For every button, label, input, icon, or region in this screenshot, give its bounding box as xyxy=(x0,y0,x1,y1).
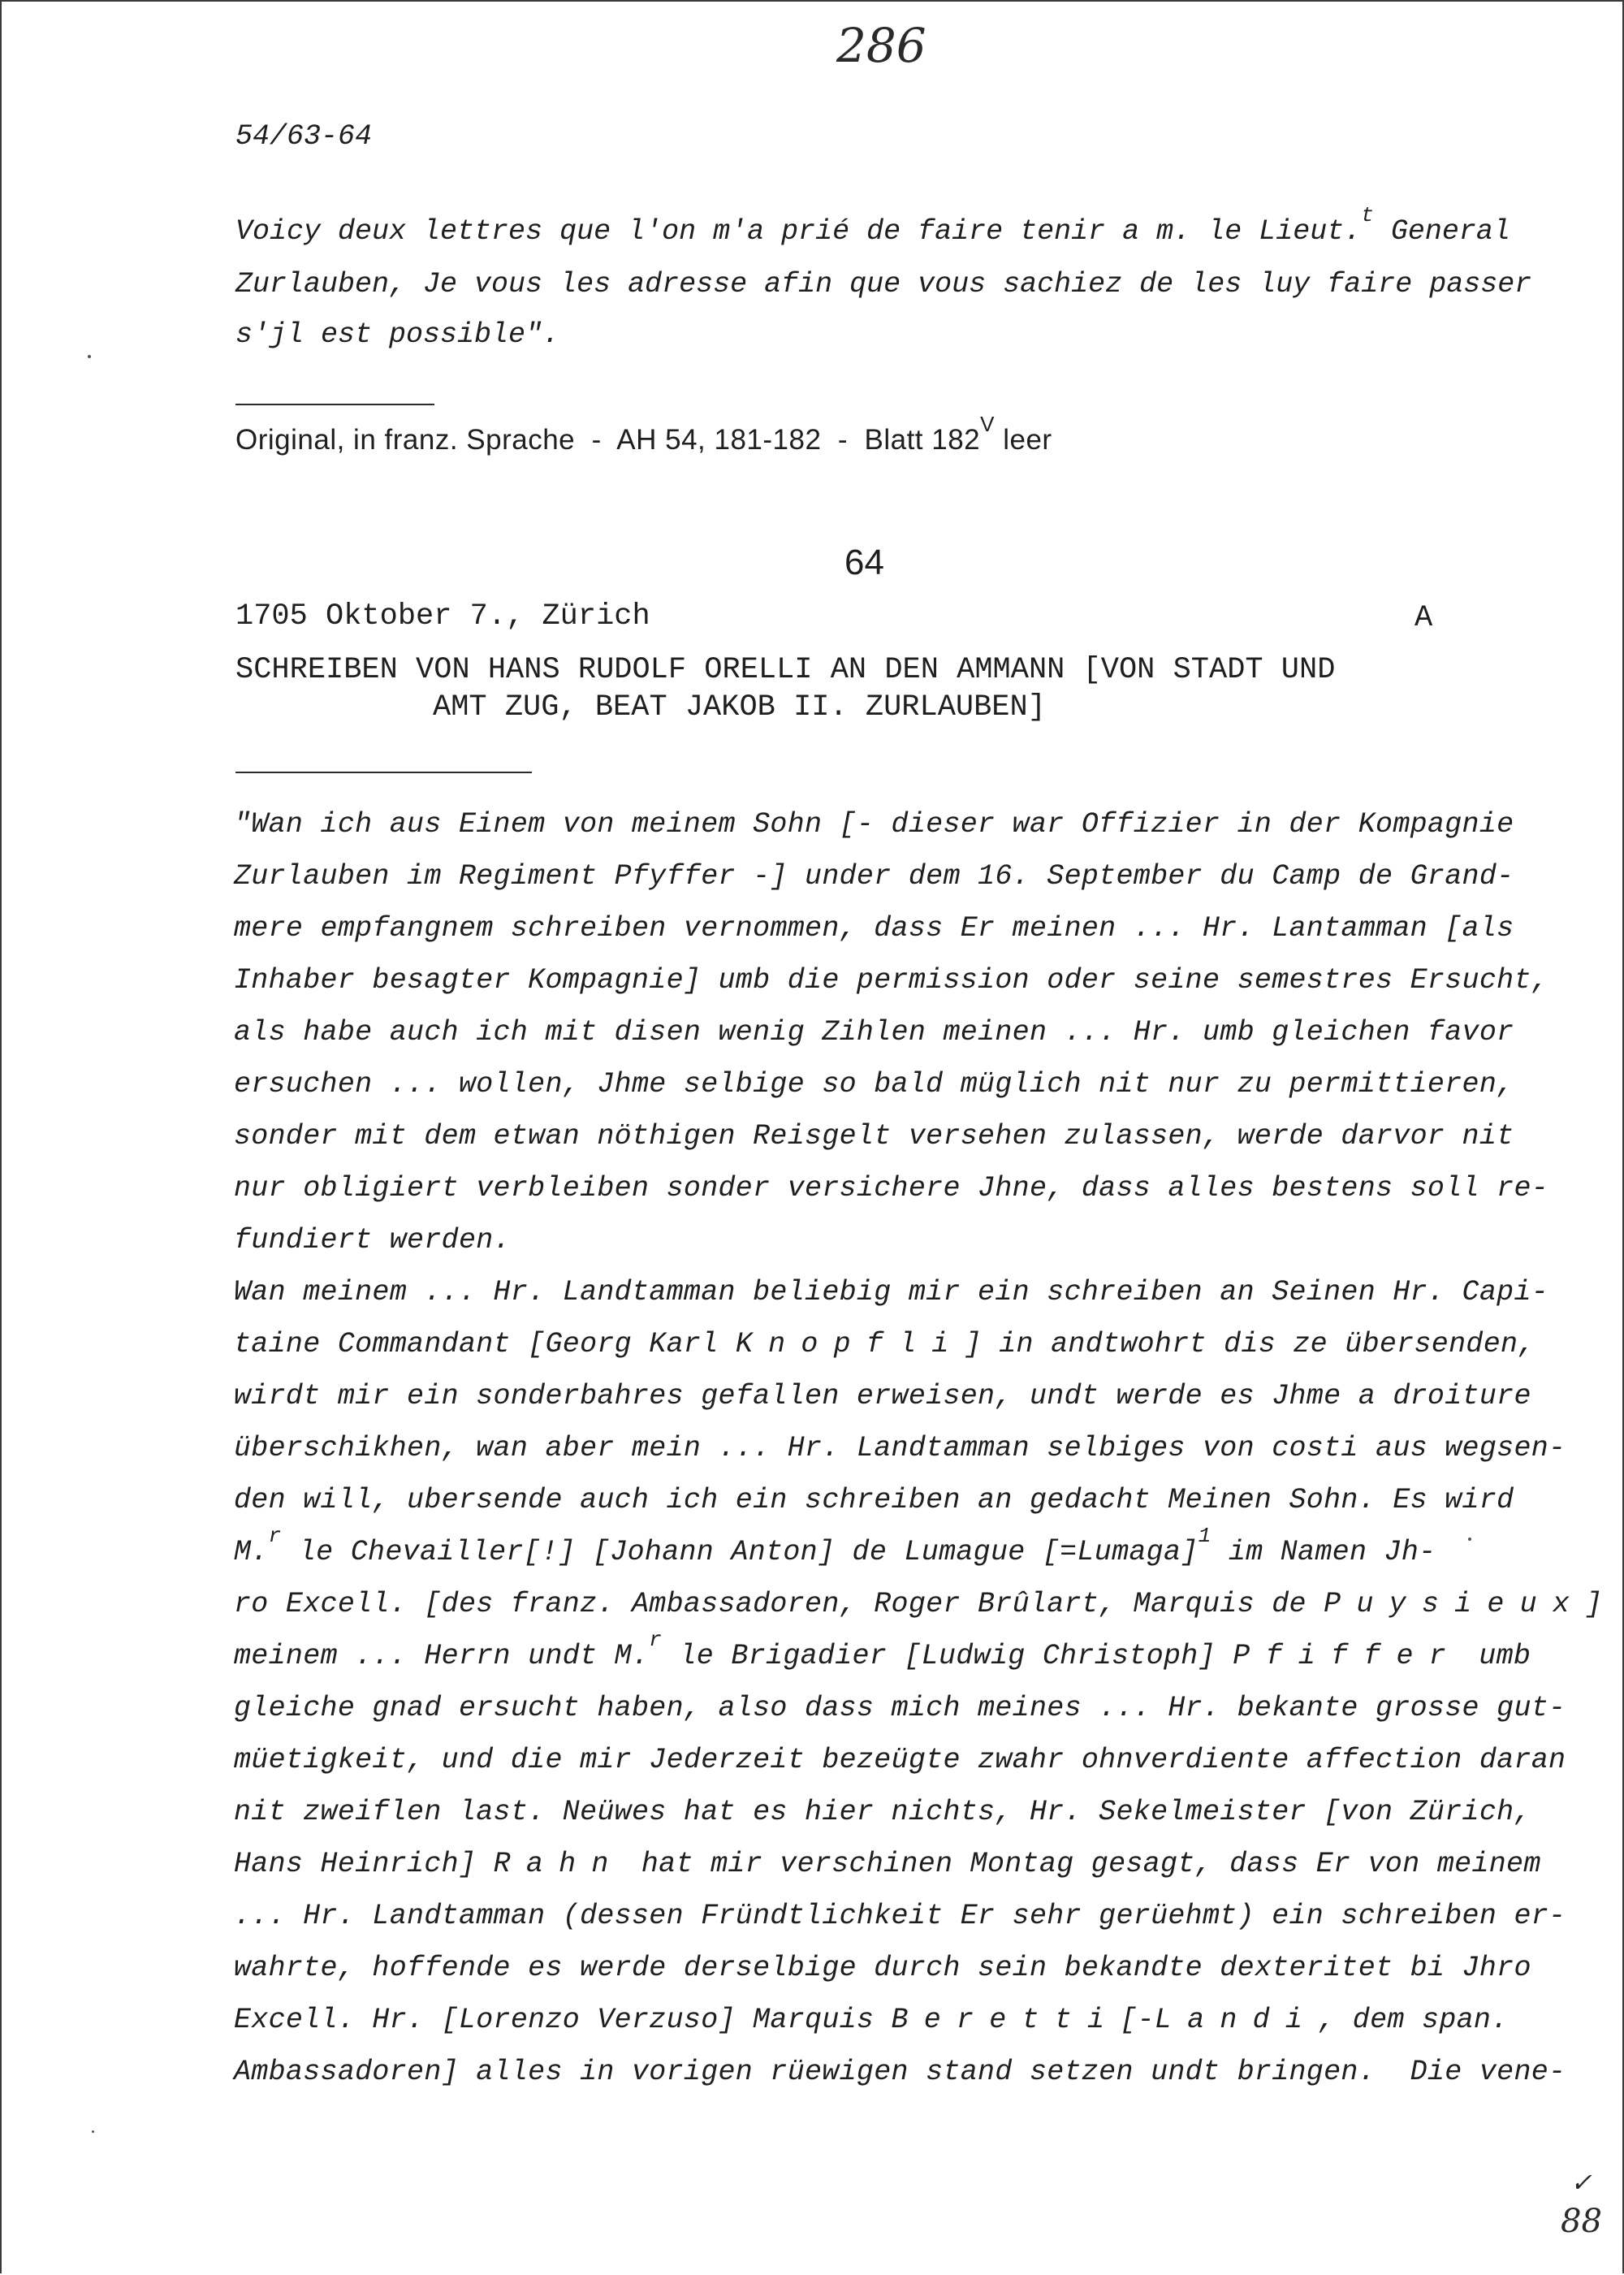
heading-rule xyxy=(235,772,532,773)
body-line-1: "Wan ich aus Einem von meinem Sohn [- dieser war Offizier in der Kompagnie xyxy=(234,808,1514,841)
date-place: 1705 Oktober 7., Zürich xyxy=(235,599,650,634)
superscript-r-2: r xyxy=(649,1628,663,1652)
body-line-21-c: hat mir verschinen Montag gesagt, dass Er von meinem xyxy=(624,1848,1541,1880)
classification-letter: A xyxy=(1415,601,1433,635)
body-line-5: als habe auch ich mit disen wenig Zihlen meinen ... Hr. umb gleichen favor xyxy=(234,1016,1514,1049)
body-line-14: den will, ubersende auch ich ein schreiben an gedacht Meinen Sohn. Es wird xyxy=(234,1484,1514,1516)
corner-check-mark: ✓ xyxy=(1570,2167,1592,2198)
body-line-6: ersuchen ... wollen, Jhme selbige so bald müglich nit nur zu permittieren, xyxy=(234,1068,1514,1101)
body-line-19: müetigkeit, und die mir Jederzeit bezeügte zwahr ohnverdiente affection daran xyxy=(234,1744,1566,1776)
body-line-7: sonder mit dem etwan nöthigen Reisgelt versehen zulassen, werde darvor nit xyxy=(234,1120,1514,1153)
body-line-11-a: taine Commandant [Georg Karl xyxy=(234,1328,736,1360)
prev-letter-line-3: s'jl est possible". xyxy=(235,318,560,351)
body-line-13: überschikhen, wan aber mein ... Hr. Landtamman selbiges von costi aus wegsen- xyxy=(234,1432,1566,1464)
source-note xyxy=(235,412,1052,456)
spaced-name-puysieux: Puysieux xyxy=(1324,1588,1586,1620)
body-line-21-a: Hans Heinrich] xyxy=(234,1848,494,1880)
spaced-name-beretti: Beretti xyxy=(891,2004,1121,2036)
body-line-15-c: im Namen Jh- xyxy=(1211,1536,1436,1568)
superscript-r: r xyxy=(268,1524,282,1548)
superscript-v: V xyxy=(980,412,995,436)
body-line-23: wahrte, hoffende es werde derselbige durch sein bekandte dexteritet bi Jhro xyxy=(234,1952,1531,1984)
body-line-2: Zurlauben im Regiment Pfyffer -] under dem 16. September du Camp de Grand- xyxy=(234,860,1514,893)
body-line-3: mere empfangnem schreiben vernommen, dass Er meinen ... Hr. Lantamman [als xyxy=(234,912,1514,945)
body-line-4: Inhaber besagter Kompagnie] umb die permission oder seine semestres Ersucht, xyxy=(234,964,1549,997)
document-heading-line-1: SCHREIBEN VON HANS RUDOLF ORELLI AN DEN AMMANN [VON STADT UND xyxy=(235,653,1336,687)
body-line-16-c: ] xyxy=(1585,1588,1603,1620)
scan-speck-2 xyxy=(1468,1538,1471,1541)
body-line-15-a: M. xyxy=(234,1536,269,1568)
body-line-15-b: le Chevailler[!] [Johann Anton] de Lumague [=Lumaga] xyxy=(281,1536,1199,1568)
body-line-10: Wan meinem ... Hr. Landtamman beliebig mir ein schreiben an Seinen Hr. Capi- xyxy=(234,1276,1549,1308)
prev-letter-line-2: Zurlauben, Je vous les adresse afin que vous sachiez de les luy faire passer xyxy=(235,268,1532,301)
document-heading-line-2: AMT ZUG, BEAT JAKOB II. ZURLAUBEN] xyxy=(433,690,1046,724)
body-line-11-c: ] in andtwohrt dis ze übersenden, xyxy=(964,1328,1535,1360)
scan-speck-1 xyxy=(88,355,91,358)
source-note-text: Original, in franz. Sprache - AH 54, 181-182 - Blatt 182 xyxy=(235,424,981,456)
body-line-20: nit zweiflen last. Neüwes hat es hier nichts, Hr. Sekelmeister [von Zürich, xyxy=(234,1796,1531,1828)
body-line-24-e: , dem span. xyxy=(1318,2004,1509,2036)
archive-reference: 54/63-64 xyxy=(235,120,373,153)
body-line-17-b: le Brigadier [Ludwig Christoph] xyxy=(662,1640,1233,1672)
spaced-name-landi: Landi xyxy=(1154,2004,1319,2036)
body-line-16 xyxy=(234,1588,1602,1620)
source-note-end: leer xyxy=(994,424,1052,456)
footnote-ref-1: 1 xyxy=(1198,1524,1212,1548)
scan-speck-3 xyxy=(92,2130,94,2133)
spaced-name-rahn: Rahn xyxy=(493,1848,624,1880)
body-line-21 xyxy=(234,1848,1541,1880)
body-line-17-a: meinem ... Herrn undt M. xyxy=(234,1640,650,1672)
prev-letter-line-1-end: General xyxy=(1373,215,1510,248)
body-line-12: wirdt mir ein sonderbahres gefallen erweisen, undt werde es Jhme a droiture xyxy=(234,1380,1531,1412)
corner-note: 88 xyxy=(1561,2203,1602,2240)
body-line-18: gleiche gnad ersucht haben, also dass mich meines ... Hr. bekante grosse gut- xyxy=(234,1692,1566,1724)
body-line-8: nur obligiert verbleiben sonder versichere Jhne, dass alles bestens soll re- xyxy=(234,1172,1549,1205)
page-number: 286 xyxy=(836,18,926,73)
body-line-24 xyxy=(234,2004,1509,2036)
spaced-name-knopfli: Knopfli xyxy=(735,1328,965,1360)
body-line-17 xyxy=(234,1628,1531,1672)
body-line-24-a: Excell. Hr. [Lorenzo Verzuso] Marquis xyxy=(234,2004,892,2036)
prev-letter-line-1 xyxy=(235,203,1510,248)
body-line-17-d: umb xyxy=(1462,1640,1531,1672)
document-number: 64 xyxy=(844,543,884,582)
body-line-22: ... Hr. Landtamman (dessen Fründtlichkeit Er sehr gerüehmt) ein schreiben er- xyxy=(234,1900,1566,1932)
body-line-15 xyxy=(234,1524,1436,1568)
footnote-rule-1 xyxy=(235,404,434,405)
spaced-name-pfiffer: Pfiffer xyxy=(1233,1640,1462,1672)
prev-letter-line-1-text: Voicy deux lettres que l'on m'a prié de faire tenir a m. le Lieut. xyxy=(235,215,1362,248)
body-line-25: Ambassadoren] alles in vorigen rüewigen stand setzen undt bringen. Die vene- xyxy=(234,2056,1566,2088)
body-line-16-a: ro Excell. [des franz. Ambassadoren, Roger Brûlart, Marquis de xyxy=(234,1588,1324,1620)
superscript-t: t xyxy=(1361,203,1374,227)
body-line-11 xyxy=(234,1328,1535,1360)
body-line-24-c: [- xyxy=(1120,2004,1155,2036)
body-line-9: fundiert werden. xyxy=(234,1224,511,1256)
